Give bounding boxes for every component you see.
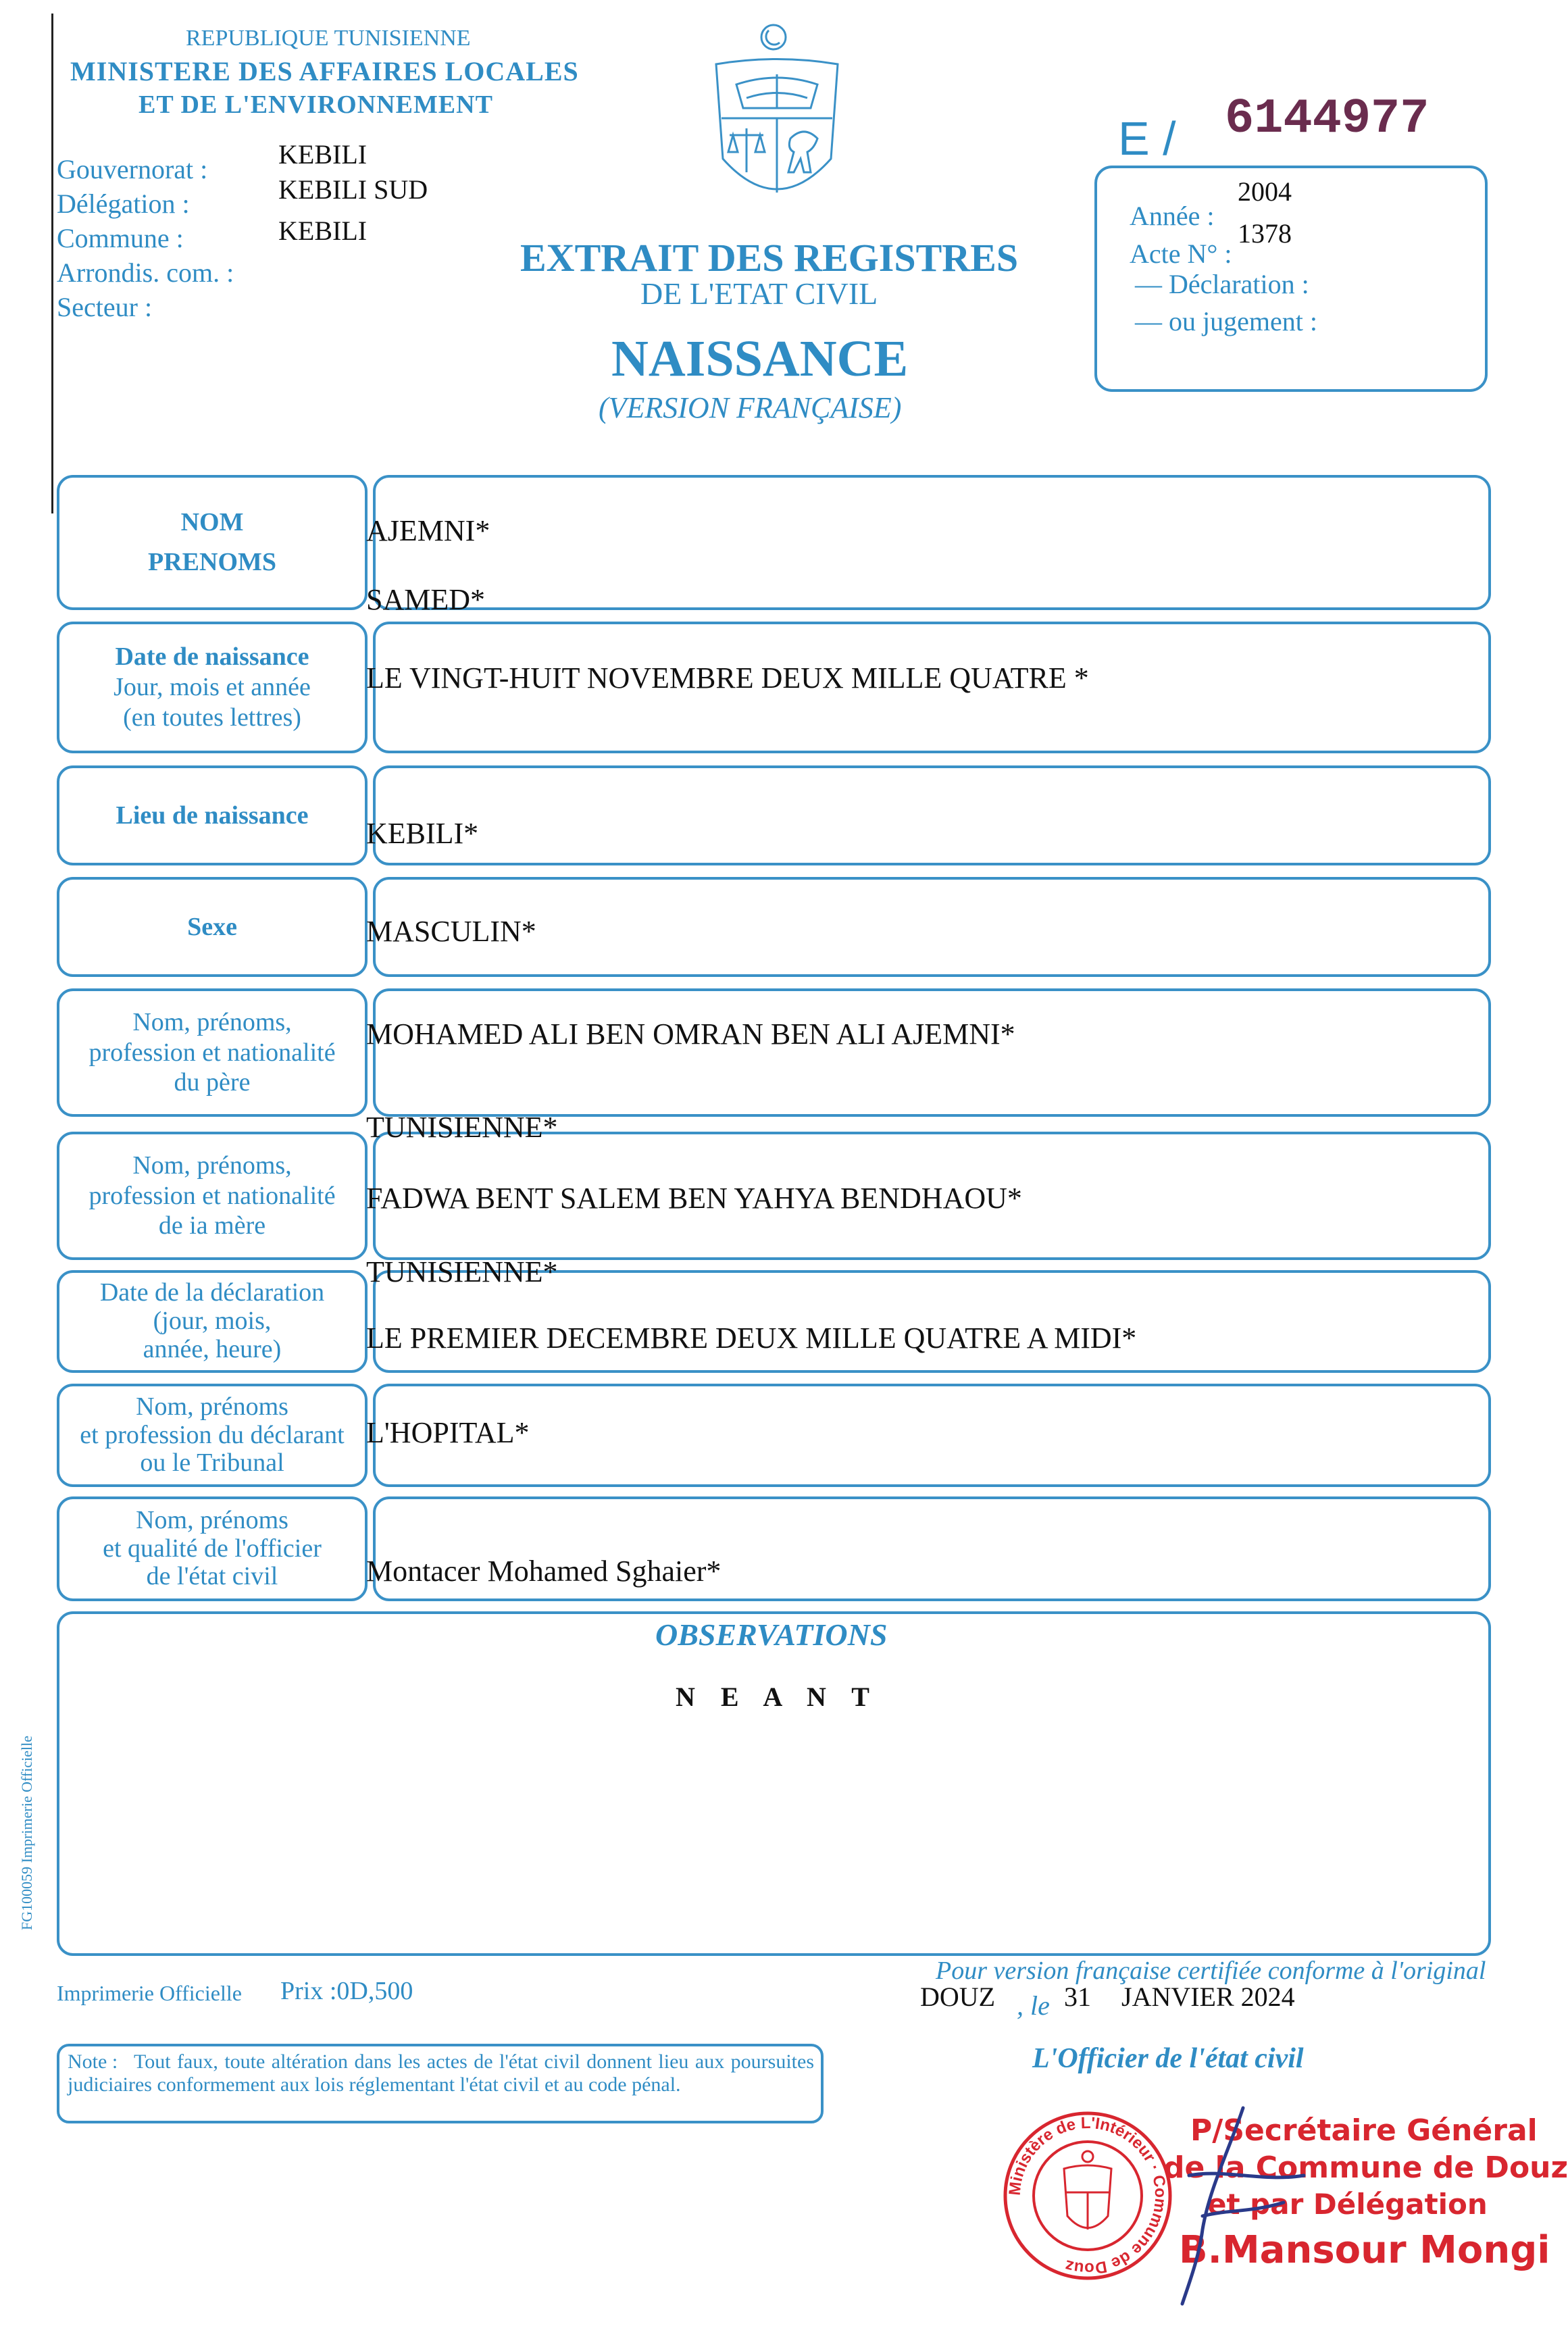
declaration-value: LE PREMIER DECEMBRE DEUX MILLE QUATRE A MIDI* [366, 1321, 1137, 1355]
serial-number: 6144977 [1225, 91, 1430, 147]
nom-value-box [373, 475, 1491, 610]
date-naissance-label-line1: Date de naissance [115, 643, 309, 672]
title-line4: (VERSION FRANÇAISE) [599, 391, 902, 424]
title-line3: NAISSANCE [611, 330, 909, 387]
lieu-label: Lieu de naissance [116, 801, 309, 830]
observations-value: N E A N T [676, 1682, 879, 1712]
date-le: , le [1017, 1990, 1050, 2021]
nom-label-line2: PRENOMS [148, 548, 276, 576]
stamp-line3: et par Délégation [1207, 2188, 1488, 2221]
delegation-label: Délégation : [57, 188, 190, 219]
title-line2: DE L'ETAT CIVIL [640, 276, 878, 311]
sexe-value: MASCULIN* [366, 915, 536, 948]
date-naissance-label [57, 622, 368, 753]
delegation-value: KEBILI SUD [278, 174, 428, 205]
pere-value-box [373, 988, 1491, 1117]
date-naissance-label-line2: Jour, mois et année [113, 673, 311, 702]
sexe-value-box [373, 877, 1491, 977]
declarant-label-line2: et profession du déclarant [80, 1420, 345, 1449]
mere-nationalite-value: TUNISIENNE* [366, 1255, 558, 1288]
serial-prefix: E / [1118, 112, 1176, 165]
nom-label-line1: NOM [180, 508, 244, 537]
handwritten-signature [1148, 2094, 1324, 2311]
sexe-label: Sexe [187, 912, 237, 941]
observations-box [57, 1611, 1491, 1956]
pere-label [57, 988, 368, 1117]
note-label: Note : [68, 2050, 118, 2073]
pere-label-line3: du père [174, 1068, 251, 1097]
observations-title: OBSERVATIONS [655, 1617, 888, 1652]
secteur-label: Secteur : [57, 292, 153, 322]
declaration-label-line2: (jour, mois, [153, 1307, 272, 1336]
mere-label-line1: Nom, prénoms, [132, 1151, 292, 1180]
title-line1: EXTRAIT DES REGISTRES [520, 236, 1019, 280]
nom-value: AJEMNI* [366, 514, 490, 547]
gouvernorat-value: KEBILI [278, 139, 368, 170]
declaration-label [57, 1270, 368, 1373]
date-place: DOUZ [920, 1982, 996, 2012]
lieu-value-box [373, 765, 1491, 865]
nom-label [57, 475, 368, 610]
side-print: FG100059 Imprimerie Officielle [18, 1736, 35, 1930]
officier-label-line1: Nom, prénoms [136, 1505, 288, 1534]
date-month-year: JANVIER 2024 [1121, 1982, 1295, 2012]
mere-label-line3: de ia mère [158, 1211, 266, 1240]
stamp-line2: de la Commune de Douz [1163, 2150, 1568, 2185]
ministry-line2: ET DE L'ENVIRONNEMENT [138, 91, 493, 119]
acte-value: 1378 [1238, 218, 1292, 249]
pere-label-line1: Nom, prénoms, [132, 1007, 292, 1036]
officier-value: Montacer Mohamed Sghaier* [366, 1555, 722, 1588]
gouvernorat-label: Gouvernorat : [57, 154, 208, 184]
pere-value: MOHAMED ALI BEN OMRAN BEN ALI AJEMNI* [366, 1017, 1015, 1051]
date-naissance-value: LE VINGT-HUIT NOVEMBRE DEUX MILLE QUATRE * [366, 661, 1089, 695]
declarant-label-line3: ou le Tribunal [140, 1449, 284, 1478]
commune-value: KEBILI [278, 216, 368, 246]
note-text: Tout faux, toute altération dans les actes de l'état civil donnent lieu aux poursuites judiciaires conformement aux lois réglementant l'état civil et au code pénal. [68, 2050, 814, 2096]
certifiee-label: Pour version française certifiée conforme à l'original [936, 1957, 1486, 1985]
declaration-label: — Déclaration : [1135, 269, 1309, 299]
officier-label [57, 1496, 368, 1601]
annee-label: Année : [1130, 201, 1215, 231]
officier-signature-title: L'Officier de l'état civil [1032, 2043, 1304, 2074]
declaration-label-line3: année, heure) [143, 1334, 282, 1363]
lieu-value: KEBILI* [366, 817, 479, 850]
mere-label [57, 1132, 368, 1260]
annee-value: 2004 [1238, 176, 1292, 207]
imprimerie-label: Imprimerie Officielle [57, 1981, 242, 2005]
declaration-label-line1: Date de la déclaration [99, 1278, 325, 1307]
mere-value: FADWA BENT SALEM BEN YAHYA BENDHAOU* [366, 1182, 1022, 1215]
acte-label: Acte N° : [1130, 238, 1232, 269]
officier-label-line3: de l'état civil [146, 1562, 278, 1591]
mere-label-line2: profession et nationalité [88, 1181, 336, 1210]
declarant-value-box [373, 1384, 1491, 1487]
declarant-value: L'HOPITAL* [366, 1416, 530, 1449]
date-naissance-label-line3: (en toutes lettres) [123, 703, 301, 732]
margin-line [51, 14, 53, 513]
commune-label: Commune : [57, 223, 184, 253]
stamp-ring-text: Ministère de L'Intérieur · Commune de Douz [1005, 2113, 1170, 2278]
declarant-label-line1: Nom, prénoms [136, 1392, 288, 1421]
arrondis-label: Arrondis. com. : [57, 257, 234, 288]
pere-label-line2: profession et nationalité [88, 1038, 336, 1067]
country-name: REPUBLIQUE TUNISIENNE [186, 26, 471, 51]
date-day: 31 [1064, 1982, 1091, 2012]
prix-label: Prix :0D,500 [280, 1977, 413, 2005]
stamp-line1: P/Secrétaire Général [1190, 2113, 1538, 2148]
ministry-line1: MINISTERE DES AFFAIRES LOCALES [70, 56, 579, 86]
stamp-line4: B.Mansour Mongi [1179, 2228, 1550, 2272]
jugement-label: — ou jugement : [1135, 306, 1317, 336]
coat-of-arms-emblem [709, 17, 844, 220]
pere-nationalite-value: TUNISIENNE* [366, 1111, 558, 1144]
declarant-label [57, 1384, 368, 1487]
officier-label-line2: et qualité de l'officier [103, 1534, 322, 1563]
prenom-value: SAMED* [366, 583, 486, 616]
